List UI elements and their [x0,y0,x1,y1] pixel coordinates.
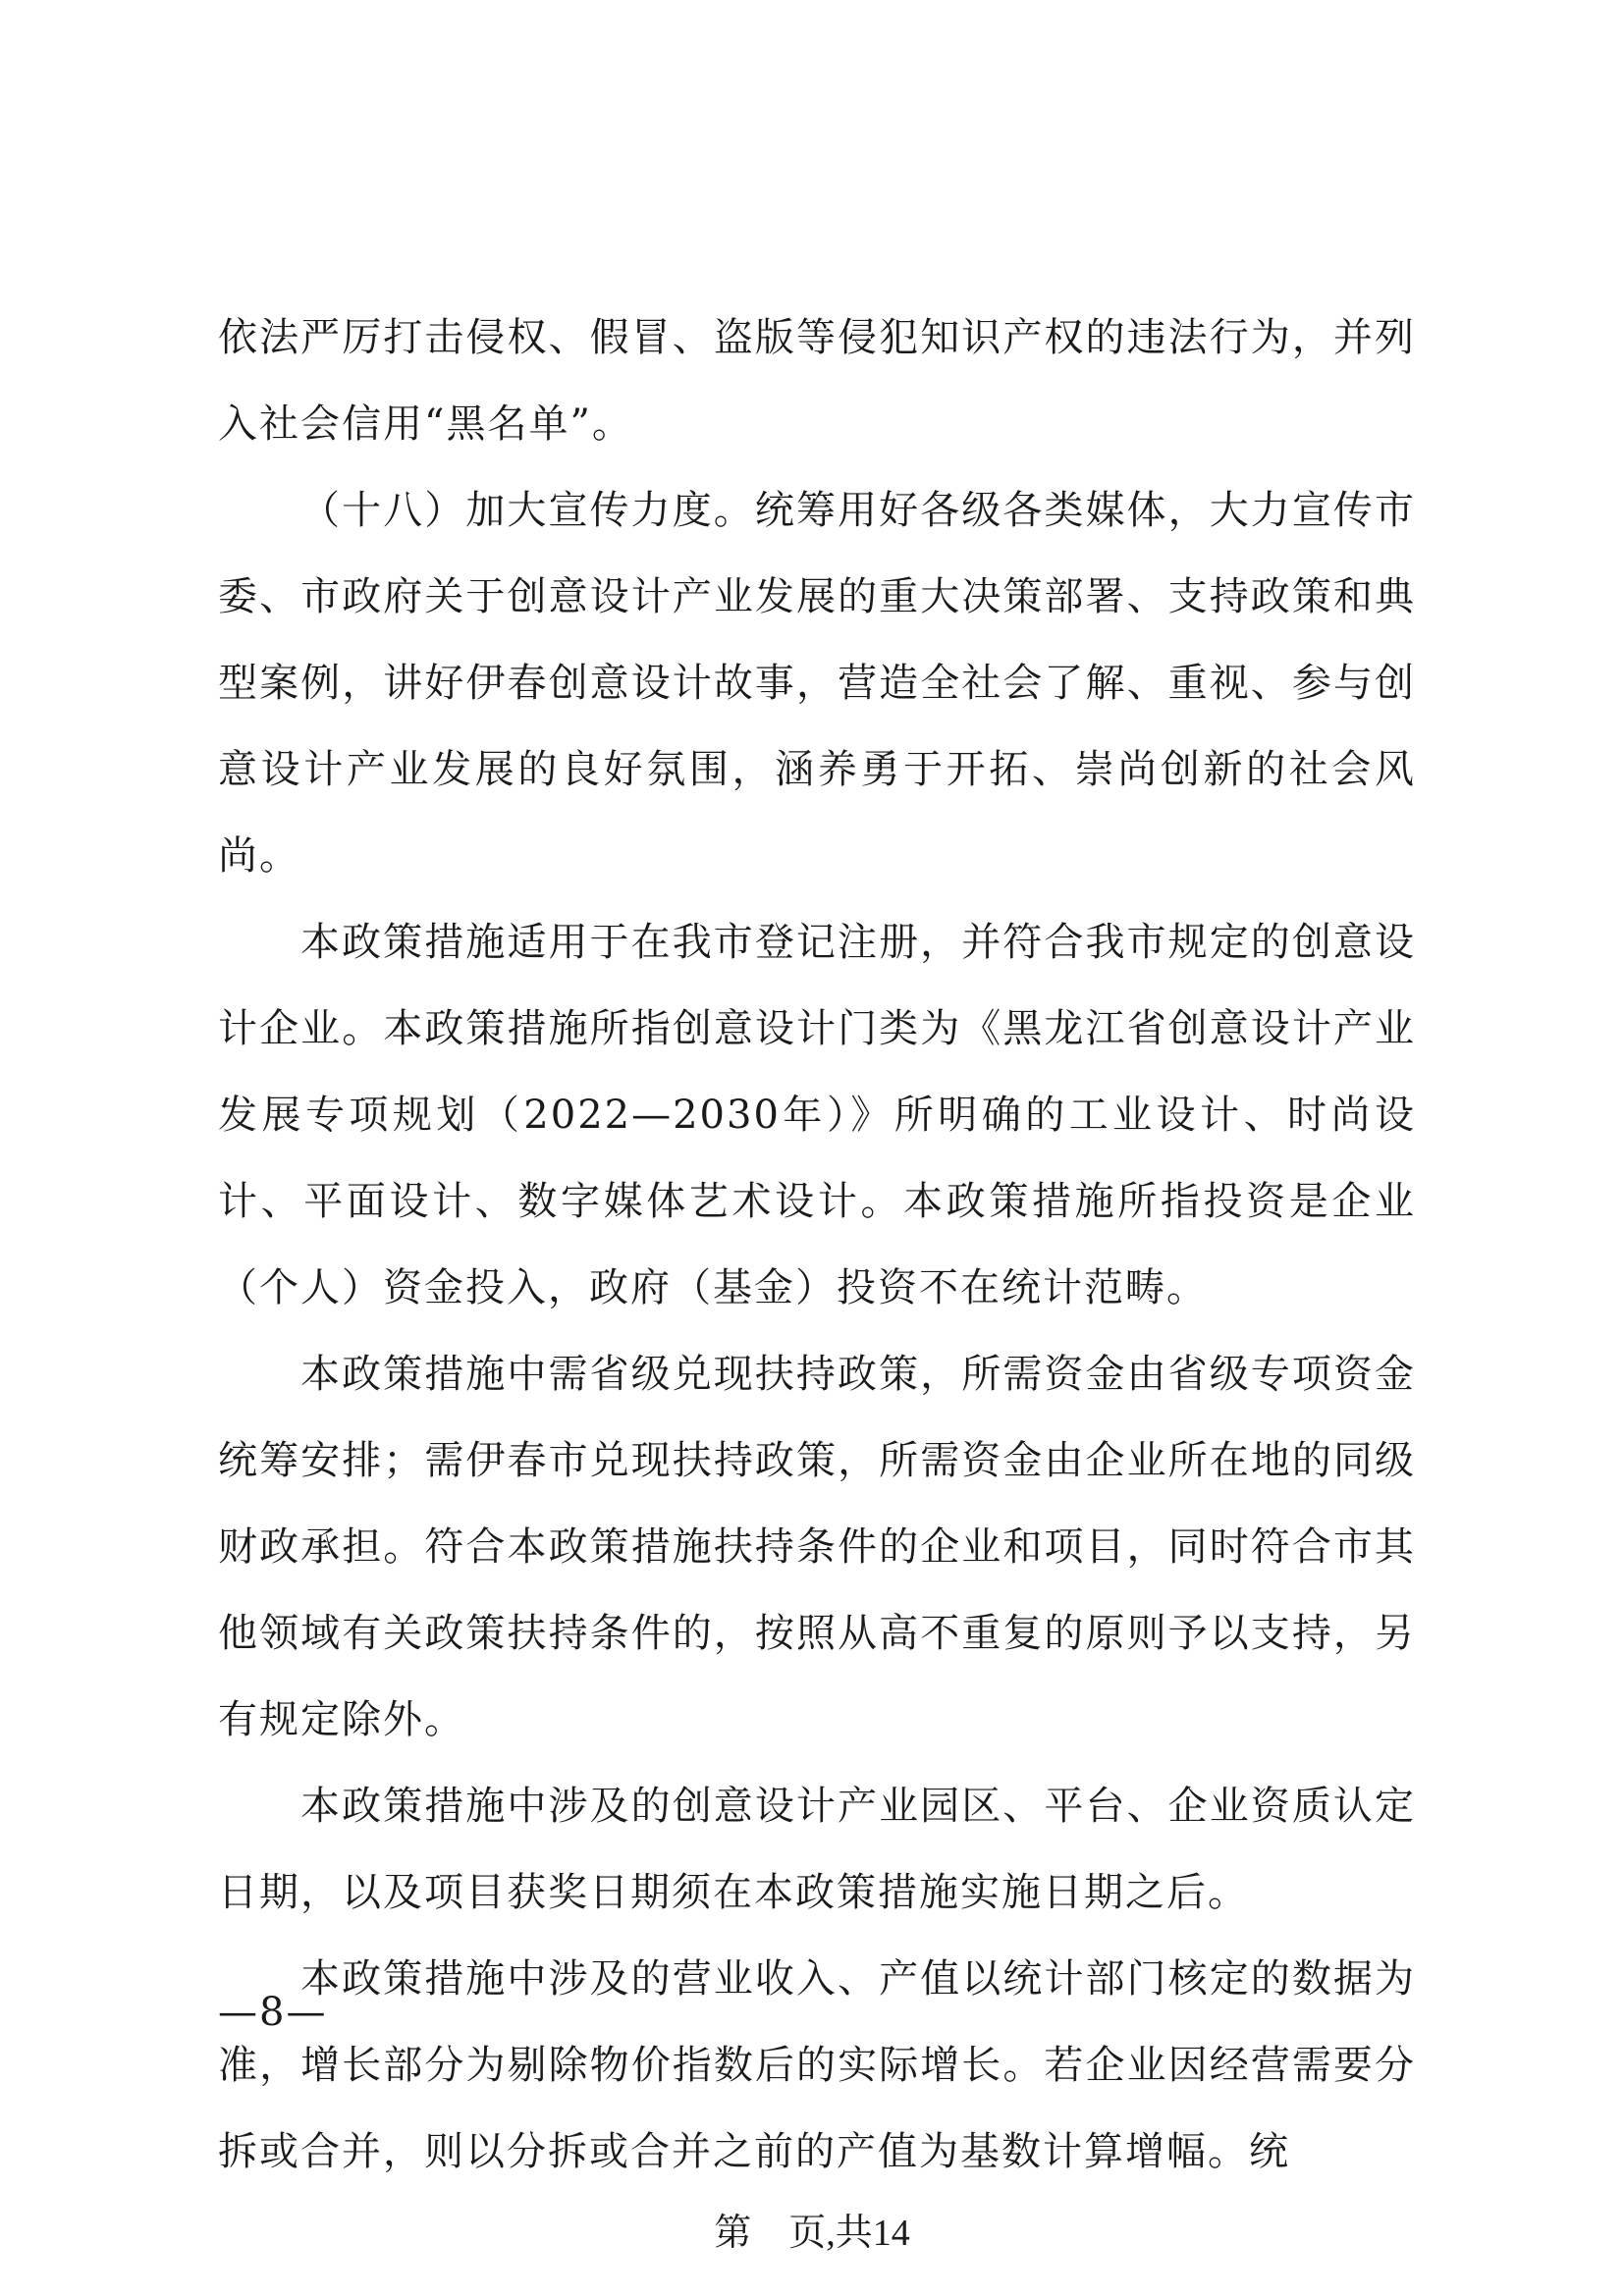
footer-total: 共14 [835,2213,910,2254]
paragraph-5: 本政策措施中涉及的创意设计产业园区、平台、企业资质认定日期，以及项目获奖日期须在本政策措施实施日期之后。 [218,1784,1416,1915]
footer-middle: 页, [788,2213,836,2254]
paragraph-4: 本政策措施中需省级兑现扶持政策，所需资金由省级专项资金统筹安排；需伊春市兑现扶持政策，所需资金由企业所在地的同级财政承担。符合本政策措施扶持条件的企业和项目，同时符合市其他领域有关政策扶持条件的，按照从高不重复的原则予以支持，另有规定除外。 [218,1352,1416,1742]
footer-prefix: 第 [714,2213,752,2254]
paragraph-2 [218,467,1416,899]
paragraph-6: 本政策措施中涉及的营业收入、产值以统计部门核定的数据为准，增长部分为剔除物价指数后的实际增长。若企业因经营需要分拆或合并，则以分拆或合并之前的产值为基数计算增幅。统 [218,1956,1416,2174]
page-footer [0,2209,1624,2258]
paragraph-3: 本政策措施适用于在我市登记注册，并符合我市规定的创意设计企业。本政策措施所指创意设计门类为《黑龙江省创意设计产业发展专项规划（2022—2030年）》所明确的工业设计、时尚设计、平面设计、数字媒体艺术设计。本政策措施所指投资是企业（个人）资金投入，政府（基金）投资不在统计范畴。 [218,920,1416,1310]
paragraph-1: 依法严厉打击侵权、假冒、盗版等侵犯知识产权的违法行为，并列入社会信用“黑名单”。 [218,315,1416,447]
document-body [218,294,1416,2195]
page-number: —8— [218,1990,328,2035]
section-heading-18: （十八）加大宣传力度。 [300,488,755,533]
paragraph-2-text: 统筹用好各级各类媒体，大力宣传市委、市政府关于创意设计产业发展的重大决策部署、支持政策和典型案例，讲好伊春创意设计故事，营造全社会了解、重视、参与创意设计产业发展的良好氛围，涵养勇于开拓、崇尚创新的社会风尚。 [218,488,1417,879]
